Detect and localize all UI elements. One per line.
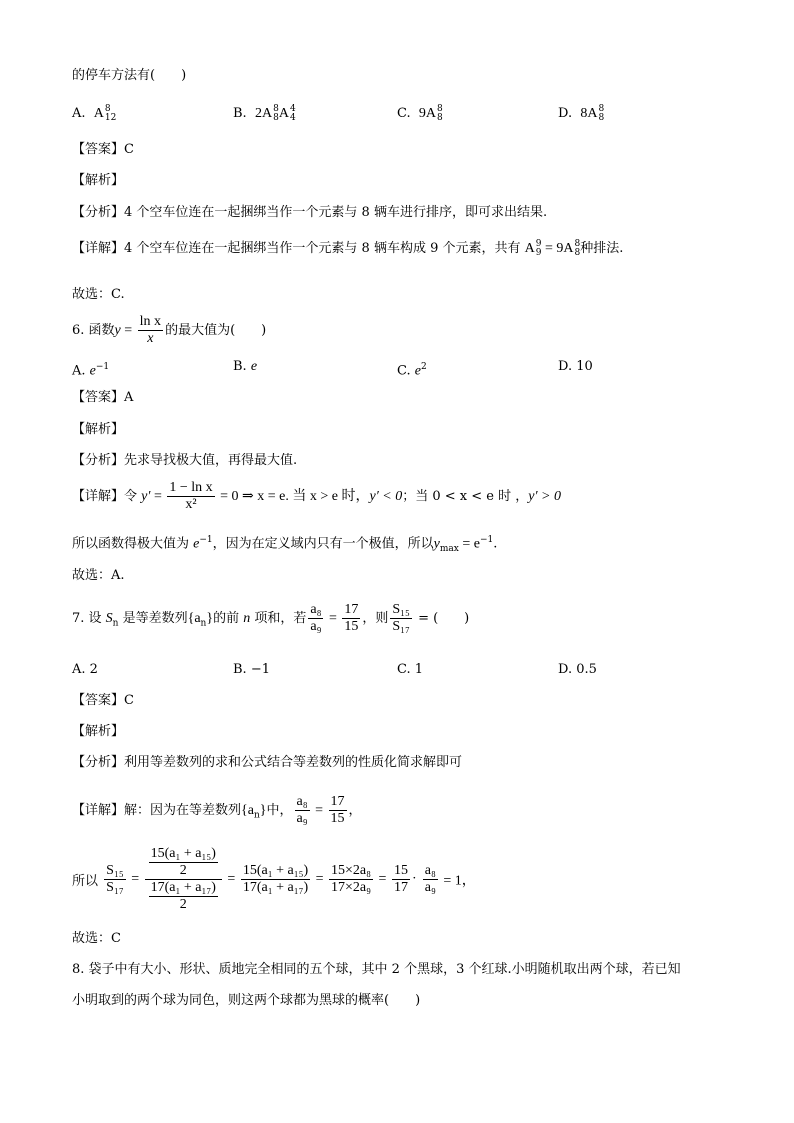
q6-choice: 故选：A.: [72, 568, 125, 583]
q5-analysis-tag: 【解析】: [72, 173, 125, 188]
q5-option-a: A. A 8 12: [72, 103, 117, 123]
q6-analysis-tag: 【解析】: [72, 422, 125, 437]
q8-stem-line1: 8. 袋子中有大小、形状、质地完全相同的五个球，其中 2 个黑球，3 个红球.小明随机取出两个球，若已知: [72, 962, 681, 977]
q5-option-d: D. 8A 8 8: [558, 103, 605, 123]
q7-complex-fraction: $\frac{\frac{\text{15(a₁ + a₁₅)}}{2}}{\frac{\text{17(a₁ + a₁₇)}}{2}}$: [145, 846, 222, 913]
q6-xiangjie: 【详解】令 y′ = $\frac{\text{1 − ln x}}{\text{x²}}$ = 0 ⇒ x = e. 当 x > e 时，y′ < 0；当 0 < x < e 时 ，y′ > 0: [72, 480, 561, 512]
q7-option-c: C. 1: [397, 662, 424, 677]
q6-fenxi: 【分析】先求导找极大值，再得最大值.: [72, 453, 298, 468]
q7-option-a: A. 2: [72, 662, 98, 677]
q7-analysis-tag: 【解析】: [72, 724, 125, 739]
q5-option-c: C. 9A 8 8: [397, 103, 443, 123]
q6-option-c: C. $e^2$: [397, 362, 427, 379]
q8-stem-line2: 小明取到的两个球为同色，则这两个球都为黑球的概率( ): [72, 993, 421, 1008]
q6-option-b: B. e: [233, 359, 258, 374]
q7-answer: 【答案】C: [72, 693, 134, 708]
q5-fenxi: 【分析】4 个空车位连在一起捆绑当作一个元素与 8 辆车进行排序，即可求出结果.: [72, 205, 548, 220]
q5-answer: 【答案】C: [72, 142, 134, 157]
q7-option-b: B. −1: [233, 662, 270, 677]
q6-option-a: A. $e^{-1}$: [72, 362, 110, 379]
q7-choice: 故选：C: [72, 931, 121, 946]
q7-derivation: 所以 $\frac{\text{S₁₅}}{\text{S₁₇}}$ = $\frac{\frac{\text{15(a₁ + a₁₅)}}{2}}{\frac{\text{17(a₁ + a₁₇)}}{2}}$ = $\frac{\text{15(a₁ + a₁₅)}}{\text{17(a₁ + a₁₇)}}$ = $\frac{\text{15×2a₈}}{\text{17×2a₉}}$ = $\frac{15}{17}$ · $\frac{\text{a₈}}{\text{a₉}}$ = 1，: [72, 846, 476, 912]
q7-xiangjie: 【详解】解：因为在等差数列$\{a_n\}$中， $\frac{\text{a₈}}{\text{a₉}}$ = $\frac{17}{15}$ ，: [72, 794, 362, 826]
q5-option-b: B. 2A 8 8 A 4 4: [233, 103, 296, 123]
q6-conclusion: 所以函数得极大值为 $e^{-1}$，因为在定义域内只有一个极值，所以$y_{max} = e^{-1}$.: [72, 535, 498, 554]
q5-choice: 故选：C.: [72, 287, 125, 302]
q5-stem-tail: 的停车方法有( ): [72, 68, 187, 83]
q6-answer: 【答案】A: [72, 390, 134, 405]
q7-option-d: D. 0.5: [558, 662, 597, 677]
q7-fenxi: 【分析】利用等差数列的求和公式结合等差数列的性质化简求解即可: [72, 755, 463, 770]
q6-option-d: D. 10: [558, 359, 593, 374]
q5-xiangjie: 【详解】4 个空车位连在一起捆绑当作一个元素与 8 辆车构成 9 个元素，共有 A 9 9 = 9A 8 8 种排法.: [72, 238, 624, 258]
q6-stem: 6. 函数y = $\frac{\text{ln x}}{x}$ 的最大值为( ): [72, 314, 267, 346]
q7-stem: 7. 设 $S_n$ 是等差数列$\{a_n\}$的前 n 项和，若 $\frac{\text{a₈}}{\text{a₉}}$ = $\frac{17}{15}$ ，则 $\frac{\text{S₁₅}}{\text{S₁₇}}$ = ( ): [72, 602, 470, 634]
